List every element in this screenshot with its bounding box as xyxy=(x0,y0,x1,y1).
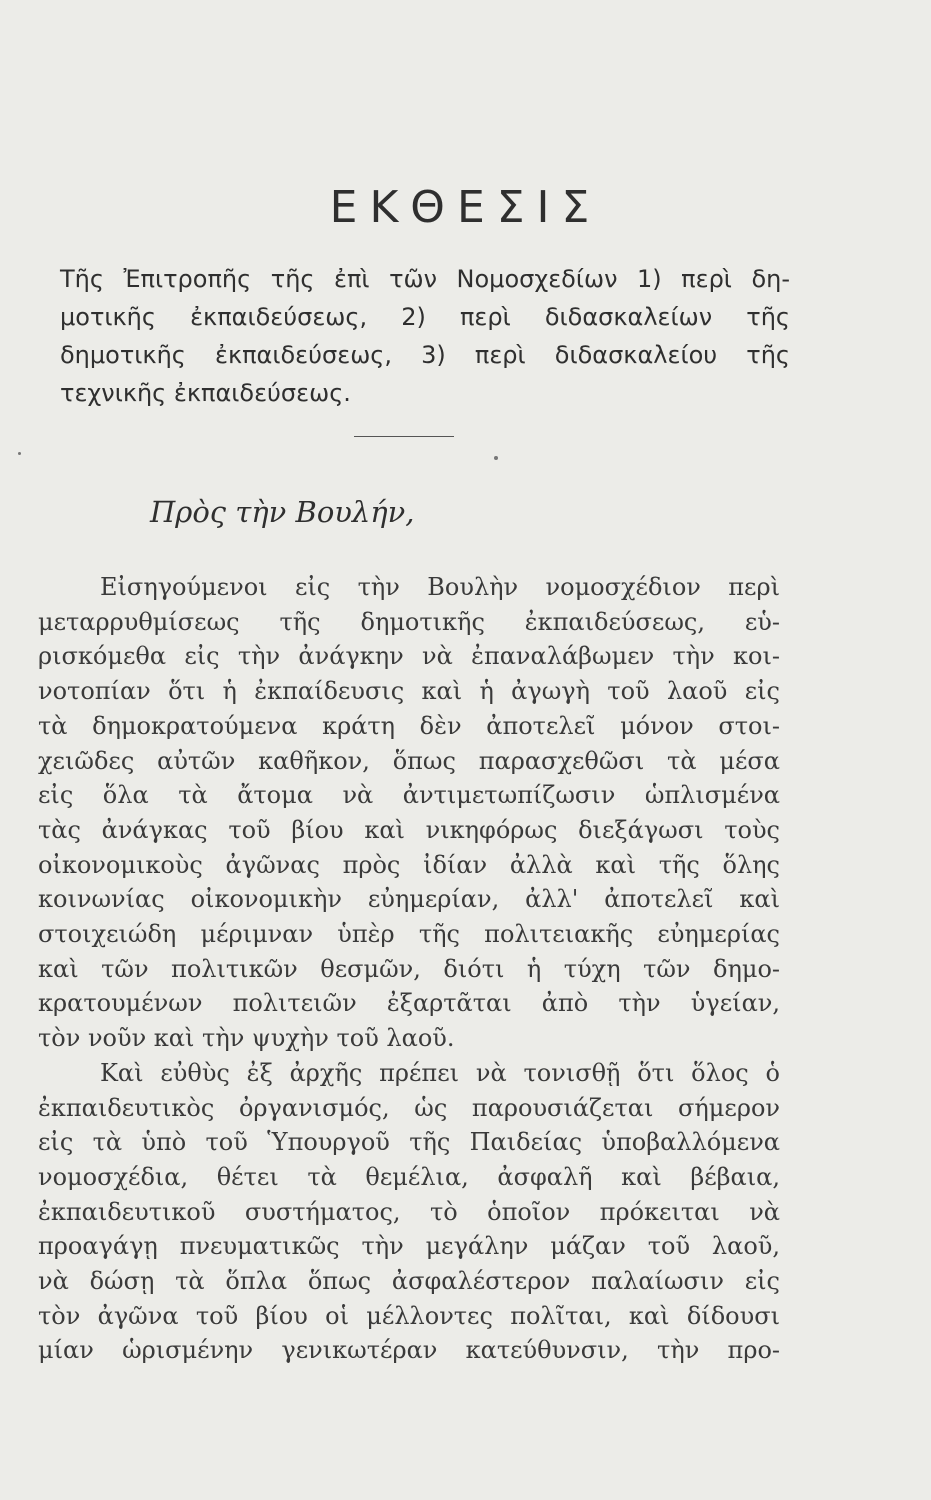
paragraph-1-line: κοινωνίας οἰκονομικὴν εὐημερίαν, ἀλλ' ἀποτελεῖ καὶ xyxy=(38,885,780,914)
paragraph-2-line: προαγάγῃ πνευματικῶς τὴν μεγάλην μάζαν τοῦ λαοῦ, xyxy=(38,1232,780,1261)
report-title: ΕΚΘΕΣΙΣ xyxy=(329,182,602,233)
paragraph-1-line: κρατουμένων πολιτειῶν ἐξαρτᾶται ἀπὸ τὴν ὑγείαν, xyxy=(38,989,780,1018)
paragraph-1-line: ρισκόμεθα εἰς τὴν ἀνάγκην νὰ ἐπαναλάβωμεν τὴν κοι- xyxy=(38,642,780,671)
report-subtitle xyxy=(60,260,790,412)
paragraph-1-line: χειῶδες αὐτῶν καθῆκον, ὅπως παρασχεθῶσι τὰ μέσα xyxy=(38,746,780,775)
paragraph-2-line: τὸν ἀγῶνα τοῦ βίου οἱ μέλλοντες πολῖται, καὶ δίδουσι xyxy=(38,1301,780,1330)
paragraph-2-line: μίαν ὡρισμένην γενικωτέραν κατεύθυνσιν, τὴν προ- xyxy=(38,1336,780,1365)
paragraph-1-line: τὰ δημοκρατούμενα κράτη δὲν ἀποτελεῖ μόνον στοι- xyxy=(38,711,780,740)
ink-speck xyxy=(494,456,498,460)
subtitle-line: Τῆς Ἐπιτροπῆς τῆς ἐπὶ τῶν Νομοσχεδίων 1) περὶ δη- xyxy=(60,265,790,293)
paragraph-2-line: ἐκπαιδευτικὸς ὀργανισμός, ὡς παρουσιάζεται σήμερον xyxy=(38,1093,780,1122)
subtitle-line: μοτικῆς ἐκπαιδεύσεως, 2) περὶ διδασκαλείων τῆς xyxy=(60,303,790,331)
paragraph-1-line: τὰς ἀνάγκας τοῦ βίου καὶ νικηφόρως διεξάγωσι τοὺς xyxy=(38,815,780,844)
ink-speck xyxy=(18,452,21,455)
paragraph-1-line: στοιχειώδη μέριμναν ὑπὲρ τῆς πολιτειακῆς εὐημερίας xyxy=(38,920,780,949)
paragraph-1-line: εἰς ὅλα τὰ ἄτομα νὰ ἀντιμετωπίζωσιν ὡπλισμένα xyxy=(38,781,780,810)
paragraph-2-line: εἰς τὰ ὑπὸ τοῦ Ὑπουργοῦ τῆς Παιδείας ὑποβαλλόμενα xyxy=(38,1128,780,1157)
paragraph-1-line: μεταρρυθμίσεως τῆς δημοτικῆς ἐκπαιδεύσεως, εὑ- xyxy=(38,607,780,636)
section-divider xyxy=(354,436,454,437)
subtitle-line: τεχνικῆς ἐκπαιδεύσεως. xyxy=(60,379,351,407)
paragraph-2-line: Καὶ εὐθὺς ἐξ ἀρχῆς πρέπει νὰ τονισθῇ ὅτι ὅλος ὁ xyxy=(100,1058,780,1087)
paragraph-2-line: νομοσχέδια, θέτει τὰ θεμέλια, ἀσφαλῆ καὶ βέβαια, xyxy=(38,1162,780,1191)
body-text xyxy=(38,570,780,1368)
salutation: Πρὸς τὴν Βουλήν, xyxy=(150,495,415,529)
paragraph-2-line: ἐκπαιδευτικοῦ συστήματος, τὸ ὁποῖον πρόκειται νὰ xyxy=(38,1197,780,1226)
subtitle-line: δημοτικῆς ἐκπαιδεύσεως, 3) περὶ διδασκαλείου τῆς xyxy=(60,341,790,369)
paragraph-1-line: καὶ τῶν πολιτικῶν θεσμῶν, διότι ἡ τύχη τῶν δημο- xyxy=(38,954,780,983)
paragraph-2-line: νὰ δώσῃ τὰ ὅπλα ὅπως ἀσφαλέστερον παλαίωσιν εἰς xyxy=(38,1267,780,1296)
paragraph-1-line: οἰκονομικοὺς ἀγῶνας πρὸς ἰδίαν ἀλλὰ καὶ τῆς ὅλης xyxy=(38,850,780,879)
paragraph-1-line: Εἰσηγούμενοι εἰς τὴν Βουλὴν νομοσχέδιον περὶ xyxy=(100,573,780,601)
paragraph-1-line: τὸν νοῦν καὶ τὴν ψυχὴν τοῦ λαοῦ. xyxy=(38,1024,455,1053)
paragraph-1-line: νοτοπίαν ὅτι ἡ ἐκπαίδευσις καὶ ἡ ἀγωγὴ τοῦ λαοῦ εἰς xyxy=(38,677,780,706)
